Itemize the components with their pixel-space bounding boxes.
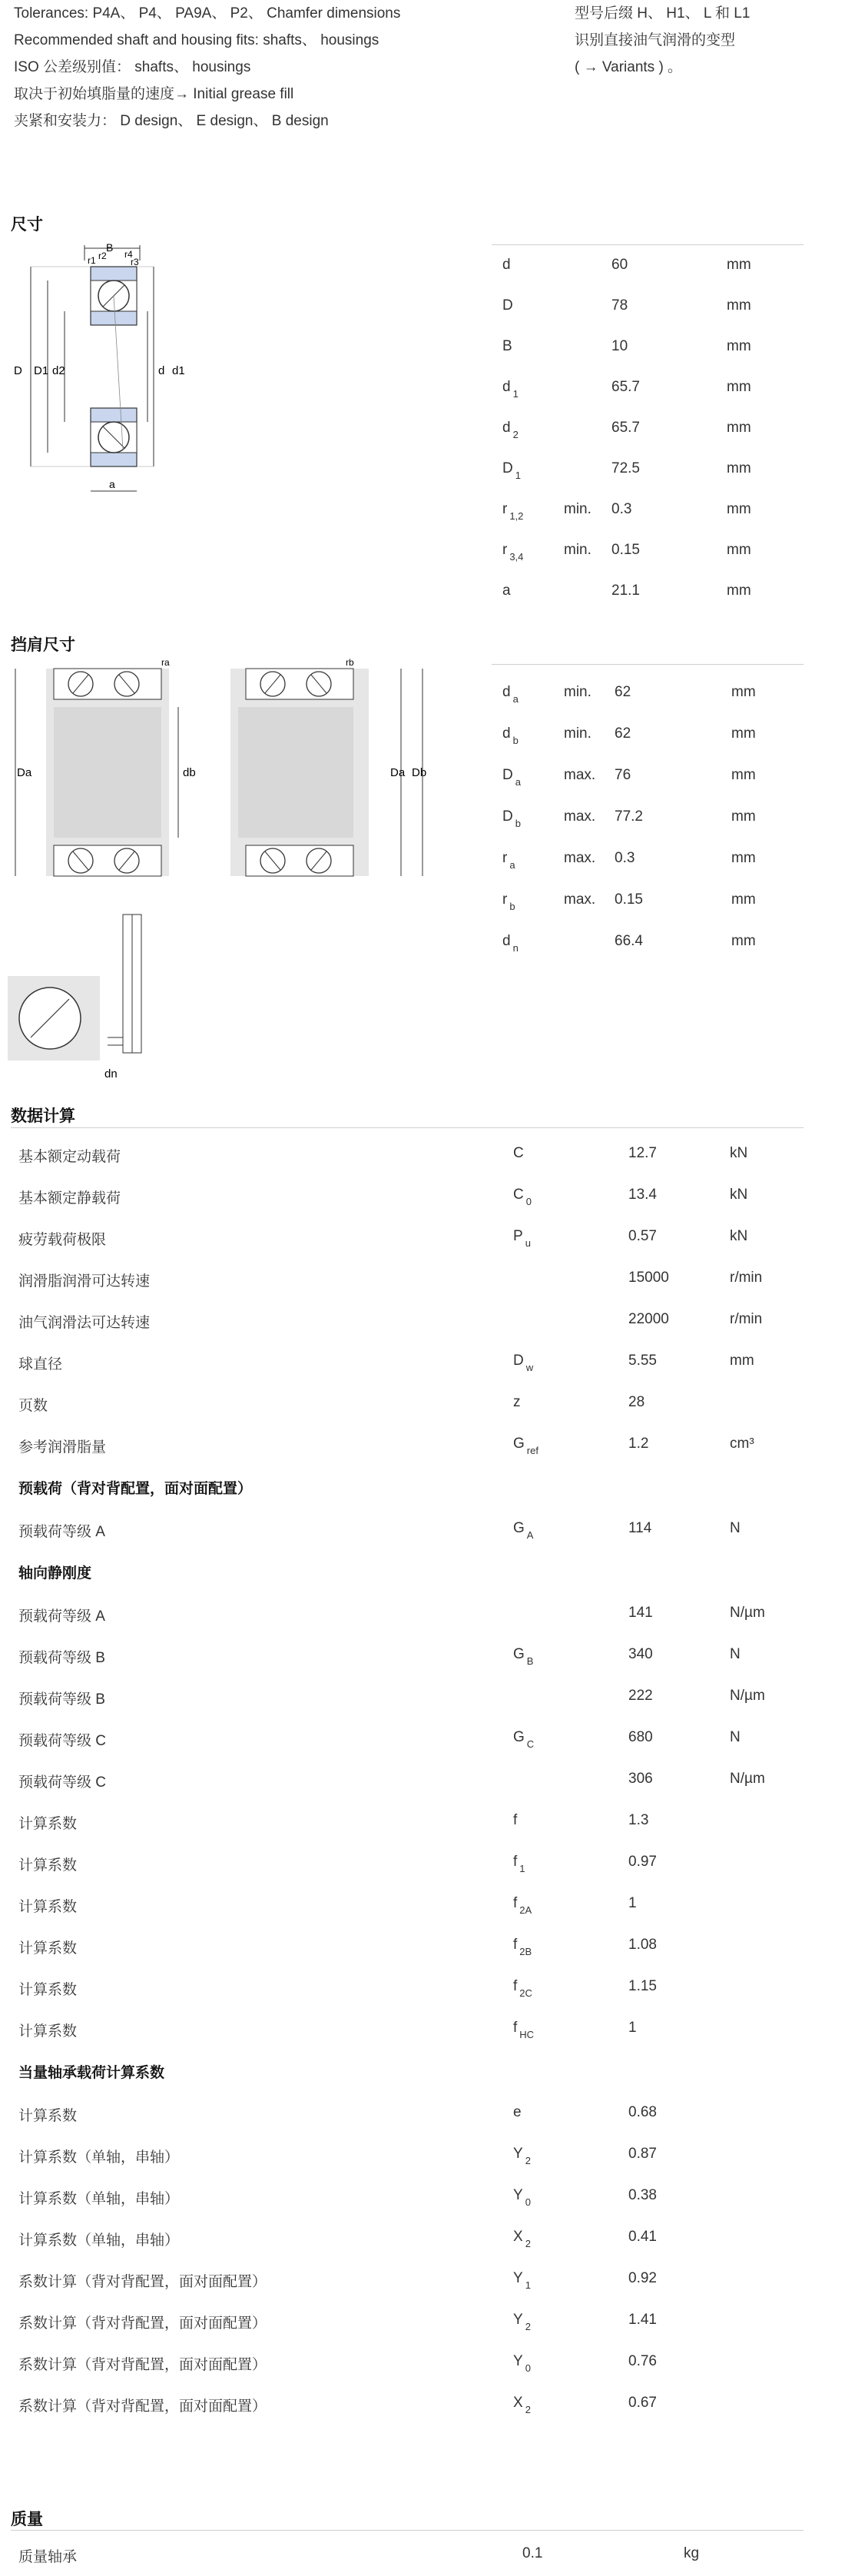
header-line: ISO 公差级别值： shafts、 housings [14, 59, 251, 75]
calc-label: 预载荷等级 C [18, 1774, 107, 1791]
oil-air-figure [8, 907, 154, 1084]
calc-value: 340 [628, 1646, 653, 1662]
abutment-figure-right [230, 653, 438, 891]
calc-label: 计算系数 [18, 1899, 78, 1915]
dim-unit: mm [727, 542, 751, 558]
calc-symbol: Y $_2$ [513, 2312, 531, 2332]
calc-label: 计算系数（单轴，串轴） [18, 2232, 180, 2249]
label-Da: Da [17, 766, 32, 779]
calc-symbol: X $_2$ [513, 2229, 531, 2249]
divider [11, 1127, 804, 1128]
calc-symbol: G $_B$ [513, 1646, 534, 1667]
calc-value: 0.68 [628, 2104, 657, 2120]
calc-value: 1.41 [628, 2312, 657, 2328]
label-B: B [106, 241, 114, 254]
abutment-value: 77.2 [615, 808, 643, 825]
mass-value: 0.1 [522, 2545, 543, 2561]
header-right-line: 型号后缀 H、 H1、 L 和 L1 [575, 5, 751, 22]
header-line: Tolerances: P4A、 P4、 PA9A、 P2、 Chamfer dimensions [14, 5, 401, 22]
calc-symbol: f [513, 1812, 518, 1828]
calc-label: 系数计算（背对背配置，面对面配置） [18, 2357, 267, 2373]
calc-label: 润滑脂润滑可达转速 [18, 1273, 151, 1290]
abutment-value: 66.4 [615, 933, 643, 949]
divider [11, 2530, 804, 2531]
calc-unit: N [730, 1520, 741, 1536]
calc-label: 计算系数 [18, 1857, 78, 1874]
section-title-abutment: 挡肩尺寸 [11, 636, 75, 654]
calc-value: 114 [628, 1520, 652, 1536]
label-ra: ra [161, 657, 170, 668]
abutment-value: 0.3 [615, 850, 635, 866]
abutment-qualifier: max. [564, 808, 596, 825]
label-r4: r4 [124, 249, 133, 260]
calc-value: 0.38 [628, 2187, 657, 2203]
calc-value: 0.67 [628, 2395, 657, 2411]
calc-label: 系数计算（背对背配置，面对面配置） [18, 2398, 267, 2415]
abutment-symbol: d $_a$ [502, 684, 519, 705]
dim-value: 0.15 [611, 542, 640, 558]
calc-symbol: G $_A$ [513, 1520, 534, 1541]
abutment-unit: mm [731, 684, 756, 700]
calc-value: 13.4 [628, 1187, 657, 1203]
calc-value: 1.15 [628, 1978, 657, 1994]
calc-symbol: Y $_1$ [513, 2270, 531, 2291]
calc-label: 系数计算（背对背配置，面对面配置） [18, 2315, 267, 2332]
calc-label: 页数 [18, 1398, 48, 1414]
calc-symbol: z [513, 1394, 521, 1410]
header-line: Recommended shaft and housing fits: shafts、 housings [14, 32, 379, 48]
dim-value: 72.5 [611, 460, 640, 476]
calc-value: 0.97 [628, 1854, 657, 1870]
calc-label: 计算系数（单轴，串轴） [18, 2149, 180, 2166]
divider [492, 664, 804, 665]
calc-label: 疲劳载荷极限 [18, 1232, 107, 1248]
header-right-line: ( → Variants ) 。 [575, 59, 683, 75]
dim-symbol: r $_{3,4}$ [502, 542, 524, 563]
abutment-symbol: D $_b$ [502, 808, 521, 829]
section-title-calc: 数据计算 [11, 1107, 75, 1125]
header-line: 夹紧和安装力： D design、 E design、 B design [14, 113, 329, 129]
dim-value: 65.7 [611, 379, 640, 395]
calc-symbol: Y $_0$ [513, 2187, 531, 2208]
abutment-qualifier: min. [564, 725, 592, 742]
abutment-value: 62 [615, 725, 631, 742]
abutment-unit: mm [731, 891, 756, 908]
calc-value: 0.92 [628, 2270, 657, 2286]
calc-label: 计算系数 [18, 1816, 78, 1832]
calc-label: 参考润滑脂量 [18, 1439, 107, 1456]
mass-unit: kg [684, 2545, 700, 2561]
calc-label: 预载荷等级 C [18, 1733, 107, 1749]
dim-unit: mm [727, 338, 751, 354]
dim-value: 65.7 [611, 420, 640, 436]
calc-symbol: f $_{2B}$ [513, 1937, 532, 1957]
abutment-unit: mm [731, 850, 756, 866]
abutment-unit: mm [731, 933, 756, 949]
section-title-dimensions: 尺寸 [11, 216, 43, 234]
calc-unit: N/µm [730, 1605, 765, 1621]
label-Da-right: Da [390, 766, 406, 779]
calc-symbol: Y $_2$ [513, 2146, 531, 2166]
abutment-qualifier: min. [564, 684, 592, 700]
abutment-symbol: D $_a$ [502, 767, 521, 788]
calc-value: 0.57 [628, 1228, 657, 1244]
calc-value: 306 [628, 1771, 653, 1787]
calc-symbol: C $_0$ [513, 1187, 532, 1207]
abutment-qualifier: max. [564, 891, 596, 908]
calc-unit: kN [730, 1187, 748, 1203]
header-line: 取决于初始填脂量的速度→ Initial grease fill [14, 86, 294, 102]
dim-symbol: D [502, 297, 513, 314]
section-title-mass: 质量 [11, 2511, 43, 2528]
abutment-qualifier: max. [564, 767, 596, 783]
abutment-symbol: d $_n$ [502, 933, 519, 954]
calc-group-heading: 当量轴承载荷计算系数 [18, 2065, 165, 2081]
dim-unit: mm [727, 501, 751, 517]
dim-symbol: a [502, 583, 511, 599]
abutment-value: 76 [615, 767, 631, 783]
dim-qualifier: min. [564, 501, 592, 517]
abutment-figure-left [8, 653, 196, 891]
calc-value: 0.87 [628, 2146, 657, 2162]
dim-symbol: d $_2$ [502, 420, 519, 440]
calc-symbol: f $_{2C}$ [513, 1978, 532, 1999]
label-dn: dn [104, 1067, 118, 1081]
label-d2: d2 [52, 364, 65, 377]
calc-symbol: f $_1$ [513, 1854, 525, 1874]
label-d: d [158, 364, 165, 377]
calc-symbol: Y $_0$ [513, 2353, 531, 2374]
calc-unit: N [730, 1646, 741, 1662]
label-r1: r1 [88, 255, 96, 266]
calc-label: 系数计算（背对背配置，面对面配置） [18, 2274, 267, 2290]
dim-unit: mm [727, 420, 751, 436]
calc-label: 球直径 [18, 1356, 63, 1373]
abutment-unit: mm [731, 767, 756, 783]
dim-value: 10 [611, 338, 628, 354]
bearing-cross-section-figure [8, 234, 185, 500]
dim-value: 60 [611, 257, 628, 273]
calc-symbol: X $_2$ [513, 2395, 531, 2415]
calc-symbol: e [513, 2104, 522, 2120]
label-rb: rb [346, 657, 354, 668]
calc-unit: N [730, 1729, 741, 1745]
calc-unit: mm [730, 1353, 754, 1369]
calc-symbol: G $_C$ [513, 1729, 535, 1750]
abutment-unit: mm [731, 808, 756, 825]
label-a: a [109, 478, 115, 490]
label-D: D [14, 364, 22, 377]
calc-label: 计算系数（单轴，串轴） [18, 2191, 180, 2207]
calc-value: 0.76 [628, 2353, 657, 2369]
calc-value: 1.08 [628, 1937, 657, 1953]
abutment-symbol: r $_a$ [502, 850, 515, 871]
abutment-value: 62 [615, 684, 631, 700]
dim-symbol: B [502, 338, 512, 354]
dim-unit: mm [727, 460, 751, 476]
calc-value: 141 [628, 1605, 653, 1621]
calc-value: 1.3 [628, 1812, 649, 1828]
calc-symbol: f $_{HC}$ [513, 2020, 535, 2040]
dim-unit: mm [727, 379, 751, 395]
calc-group-heading: 轴向静刚度 [18, 1565, 92, 1582]
abutment-symbol: d $_b$ [502, 725, 519, 746]
dim-value: 21.1 [611, 583, 640, 599]
calc-label: 计算系数 [18, 1982, 78, 1998]
calc-value: 0.41 [628, 2229, 657, 2245]
mass-label: 质量轴承 [18, 2549, 78, 2565]
calc-label: 计算系数 [18, 1940, 78, 1957]
calc-label: 预载荷等级 B [18, 1650, 105, 1666]
calc-label: 基本额定静载荷 [18, 1190, 121, 1207]
calc-value: 5.55 [628, 1353, 657, 1369]
abutment-value: 0.15 [615, 891, 643, 908]
calc-group-heading: 预载荷（背对背配置，面对面配置） [18, 1481, 253, 1497]
calc-unit: N/µm [730, 1688, 765, 1704]
header-right-line: 识别直接油气润滑的变型 [575, 32, 736, 48]
calc-unit: cm³ [730, 1436, 754, 1452]
label-r2: r2 [98, 251, 107, 261]
calc-label: 基本额定动载荷 [18, 1149, 121, 1165]
calc-label: 计算系数 [18, 2108, 78, 2124]
calc-unit: r/min [730, 1311, 763, 1327]
calc-value: 22000 [628, 1311, 669, 1327]
abutment-unit: mm [731, 725, 756, 742]
calc-value: 15000 [628, 1270, 669, 1286]
dim-qualifier: min. [564, 542, 592, 558]
calc-value: 222 [628, 1688, 653, 1704]
calc-symbol: G $_{ref}$ [513, 1436, 538, 1456]
calc-value: 1 [628, 2020, 637, 2036]
dim-symbol: r $_{1,2}$ [502, 501, 524, 522]
label-db: db [183, 766, 196, 779]
calc-label: 预载荷等级 A [18, 1608, 105, 1625]
calc-symbol: D $_w$ [513, 1353, 534, 1373]
dim-value: 78 [611, 297, 628, 314]
label-D1: D1 [34, 364, 49, 377]
calc-label: 预载荷等级 A [18, 1524, 105, 1540]
dim-unit: mm [727, 583, 751, 599]
dim-unit: mm [727, 297, 751, 314]
calc-value: 12.7 [628, 1145, 657, 1161]
calc-unit: kN [730, 1145, 748, 1161]
label-r3: r3 [131, 257, 139, 267]
calc-symbol: f $_{2A}$ [513, 1895, 532, 1916]
calc-value: 680 [628, 1729, 653, 1745]
dim-symbol: D $_1$ [502, 460, 521, 481]
label-d1: d1 [172, 364, 185, 377]
calc-label: 计算系数 [18, 2023, 78, 2040]
calc-unit: r/min [730, 1270, 763, 1286]
abutment-qualifier: max. [564, 850, 596, 866]
calc-value: 1.2 [628, 1436, 649, 1452]
calc-value: 1 [628, 1895, 637, 1911]
calc-symbol: C [513, 1145, 524, 1161]
calc-symbol: P $_u$ [513, 1228, 531, 1249]
calc-value: 28 [628, 1394, 645, 1410]
dim-value: 0.3 [611, 501, 632, 517]
label-Db: Db [412, 766, 427, 779]
calc-label: 预载荷等级 B [18, 1691, 105, 1708]
calc-unit: N/µm [730, 1771, 765, 1787]
calc-unit: kN [730, 1228, 748, 1244]
divider [492, 244, 804, 245]
dim-unit: mm [727, 257, 751, 273]
dim-symbol: d [502, 257, 511, 273]
calc-label: 油气润滑法可达转速 [18, 1315, 151, 1331]
dim-symbol: d $_1$ [502, 379, 519, 400]
abutment-symbol: r $_b$ [502, 891, 515, 912]
